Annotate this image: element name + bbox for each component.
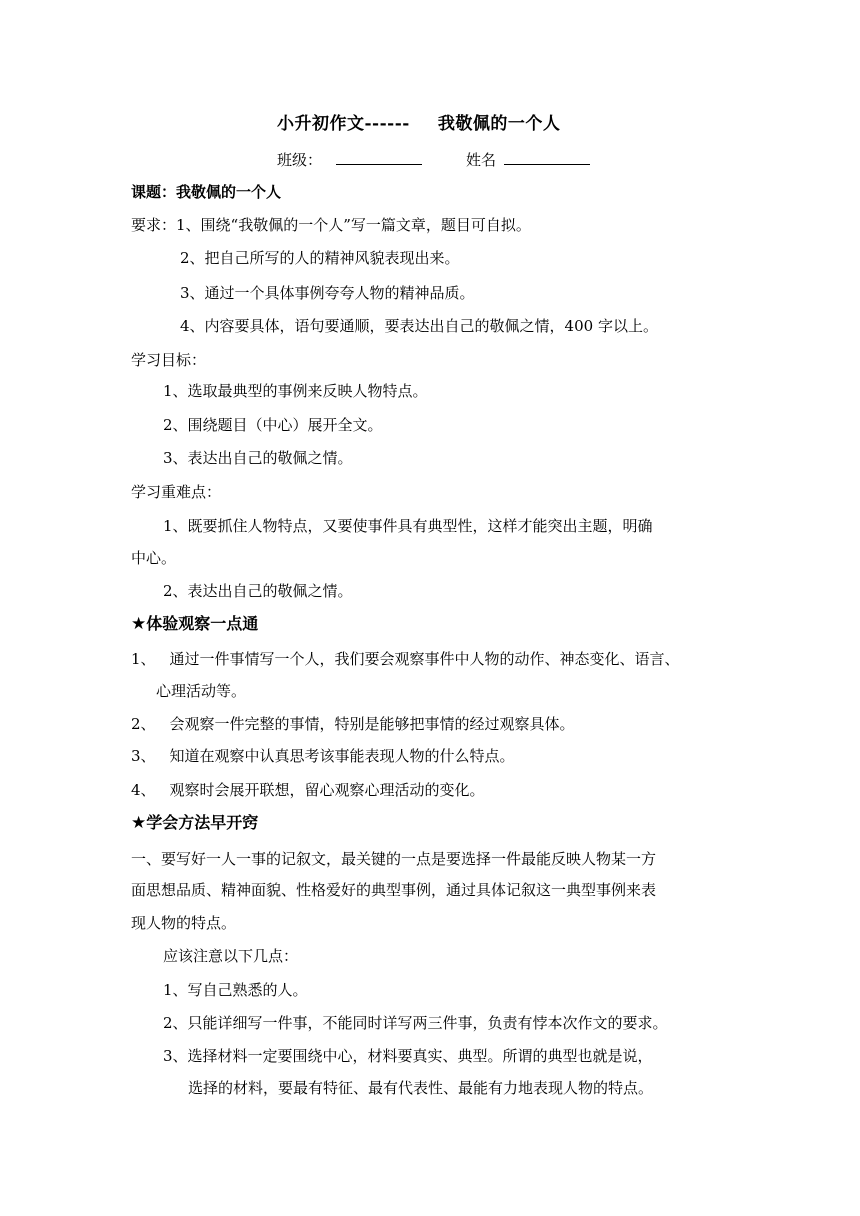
observe-item-3: [131, 746, 515, 766]
note-item: 3、选择材料一定要围绕中心，材料要真实、典型。所谓的典型也就是说，: [163, 1047, 653, 1065]
title-main: 我敬佩的一个人: [437, 114, 561, 134]
note-item: 2、只能详细写一件事，不能同时详写两三件事，负责有悖本次作文的要求。: [163, 1014, 668, 1032]
item-number: 3、: [131, 747, 156, 765]
star-icon: ★: [131, 813, 147, 833]
key-point-item-2: 2、表达出自己的敬佩之情。: [163, 582, 353, 600]
class-blank: [336, 148, 422, 165]
notes-heading: 应该注意以下几点：: [163, 947, 299, 965]
star-icon: ★: [131, 614, 147, 634]
class-label: 班级：: [277, 151, 323, 169]
item-number: 4、: [131, 781, 156, 799]
requirement-line-4: 4、内容要具体，语句要通顺，要表达出自己的敬佩之情，400 字以上。: [180, 317, 658, 335]
requirement-line-3: 3、通过一个具体事例夸夸人物的精神品质。: [180, 284, 475, 302]
document-title: [277, 114, 560, 134]
goals-heading: 学习目标：: [131, 351, 207, 369]
requirement-line-2: 2、把自己所写的人的精神风貌表现出来。: [180, 249, 460, 267]
name-blank: [504, 148, 590, 165]
note-item-3-cont: 选择的材料，要最有特征、最有代表性、最能有力地表现人物的特点。: [188, 1079, 654, 1097]
name-label: 姓名: [466, 151, 497, 169]
method-para-line-3: 现人物的特点。: [131, 914, 237, 932]
method-para-line-2: 面思想品质、精神面貌、性格爱好的典型事例，通过具体记叙这一典型事例来表: [131, 881, 657, 899]
requirement-line-1: 要求：1、围绕“我敬佩的一个人”写一篇文章，题目可自拟。: [131, 216, 531, 234]
item-text: 通过一件事情写一个人，我们要会观察事件中人物的动作、神态变化、语言、: [169, 650, 680, 668]
note-item: 1、写自己熟悉的人。: [163, 981, 308, 999]
goal-item: 2、围绕题目（中心）展开全文。: [163, 416, 383, 434]
item-text: 会观察一件完整的事情，特别是能够把事情的经过观察具体。: [169, 715, 575, 733]
observe-item-1-cont: 心理活动等。: [156, 682, 247, 700]
class-name-line: [277, 148, 590, 170]
key-point-item-1-cont: 中心。: [131, 549, 177, 567]
method-para-line-1: 一、要写好一人一事的记叙文，最关键的一点是要选择一件最能反映人物某一方: [131, 850, 657, 868]
item-text: 观察时会展开联想，留心观察心理活动的变化。: [169, 781, 485, 799]
key-point-item-1: 1、既要抓住人物特点，又要使事件具有典型性，这样才能突出主题，明确: [163, 517, 653, 535]
section-title: 学会方法早开窍: [146, 813, 259, 832]
observe-item-2: [131, 714, 575, 734]
section-title: 体验观察一点通: [146, 614, 259, 633]
item-text: 知道在观察中认真思考该事能表现人物的什么特点。: [169, 747, 515, 765]
key-points-heading: 学习重难点：: [131, 483, 222, 501]
section-heading-observe: [131, 614, 258, 634]
topic-heading: 课题：我敬佩的一个人: [131, 183, 282, 201]
goal-item: 3、表达出自己的敬佩之情。: [163, 449, 353, 467]
section-heading-method: [131, 813, 258, 833]
item-number: 1、: [131, 650, 156, 668]
goal-item: 1、选取最典型的事例来反映人物特点。: [163, 382, 428, 400]
observe-item-4: [131, 780, 485, 800]
item-number: 2、: [131, 715, 156, 733]
observe-item-1: [131, 649, 680, 669]
title-prefix: 小升初作文------: [277, 114, 410, 134]
